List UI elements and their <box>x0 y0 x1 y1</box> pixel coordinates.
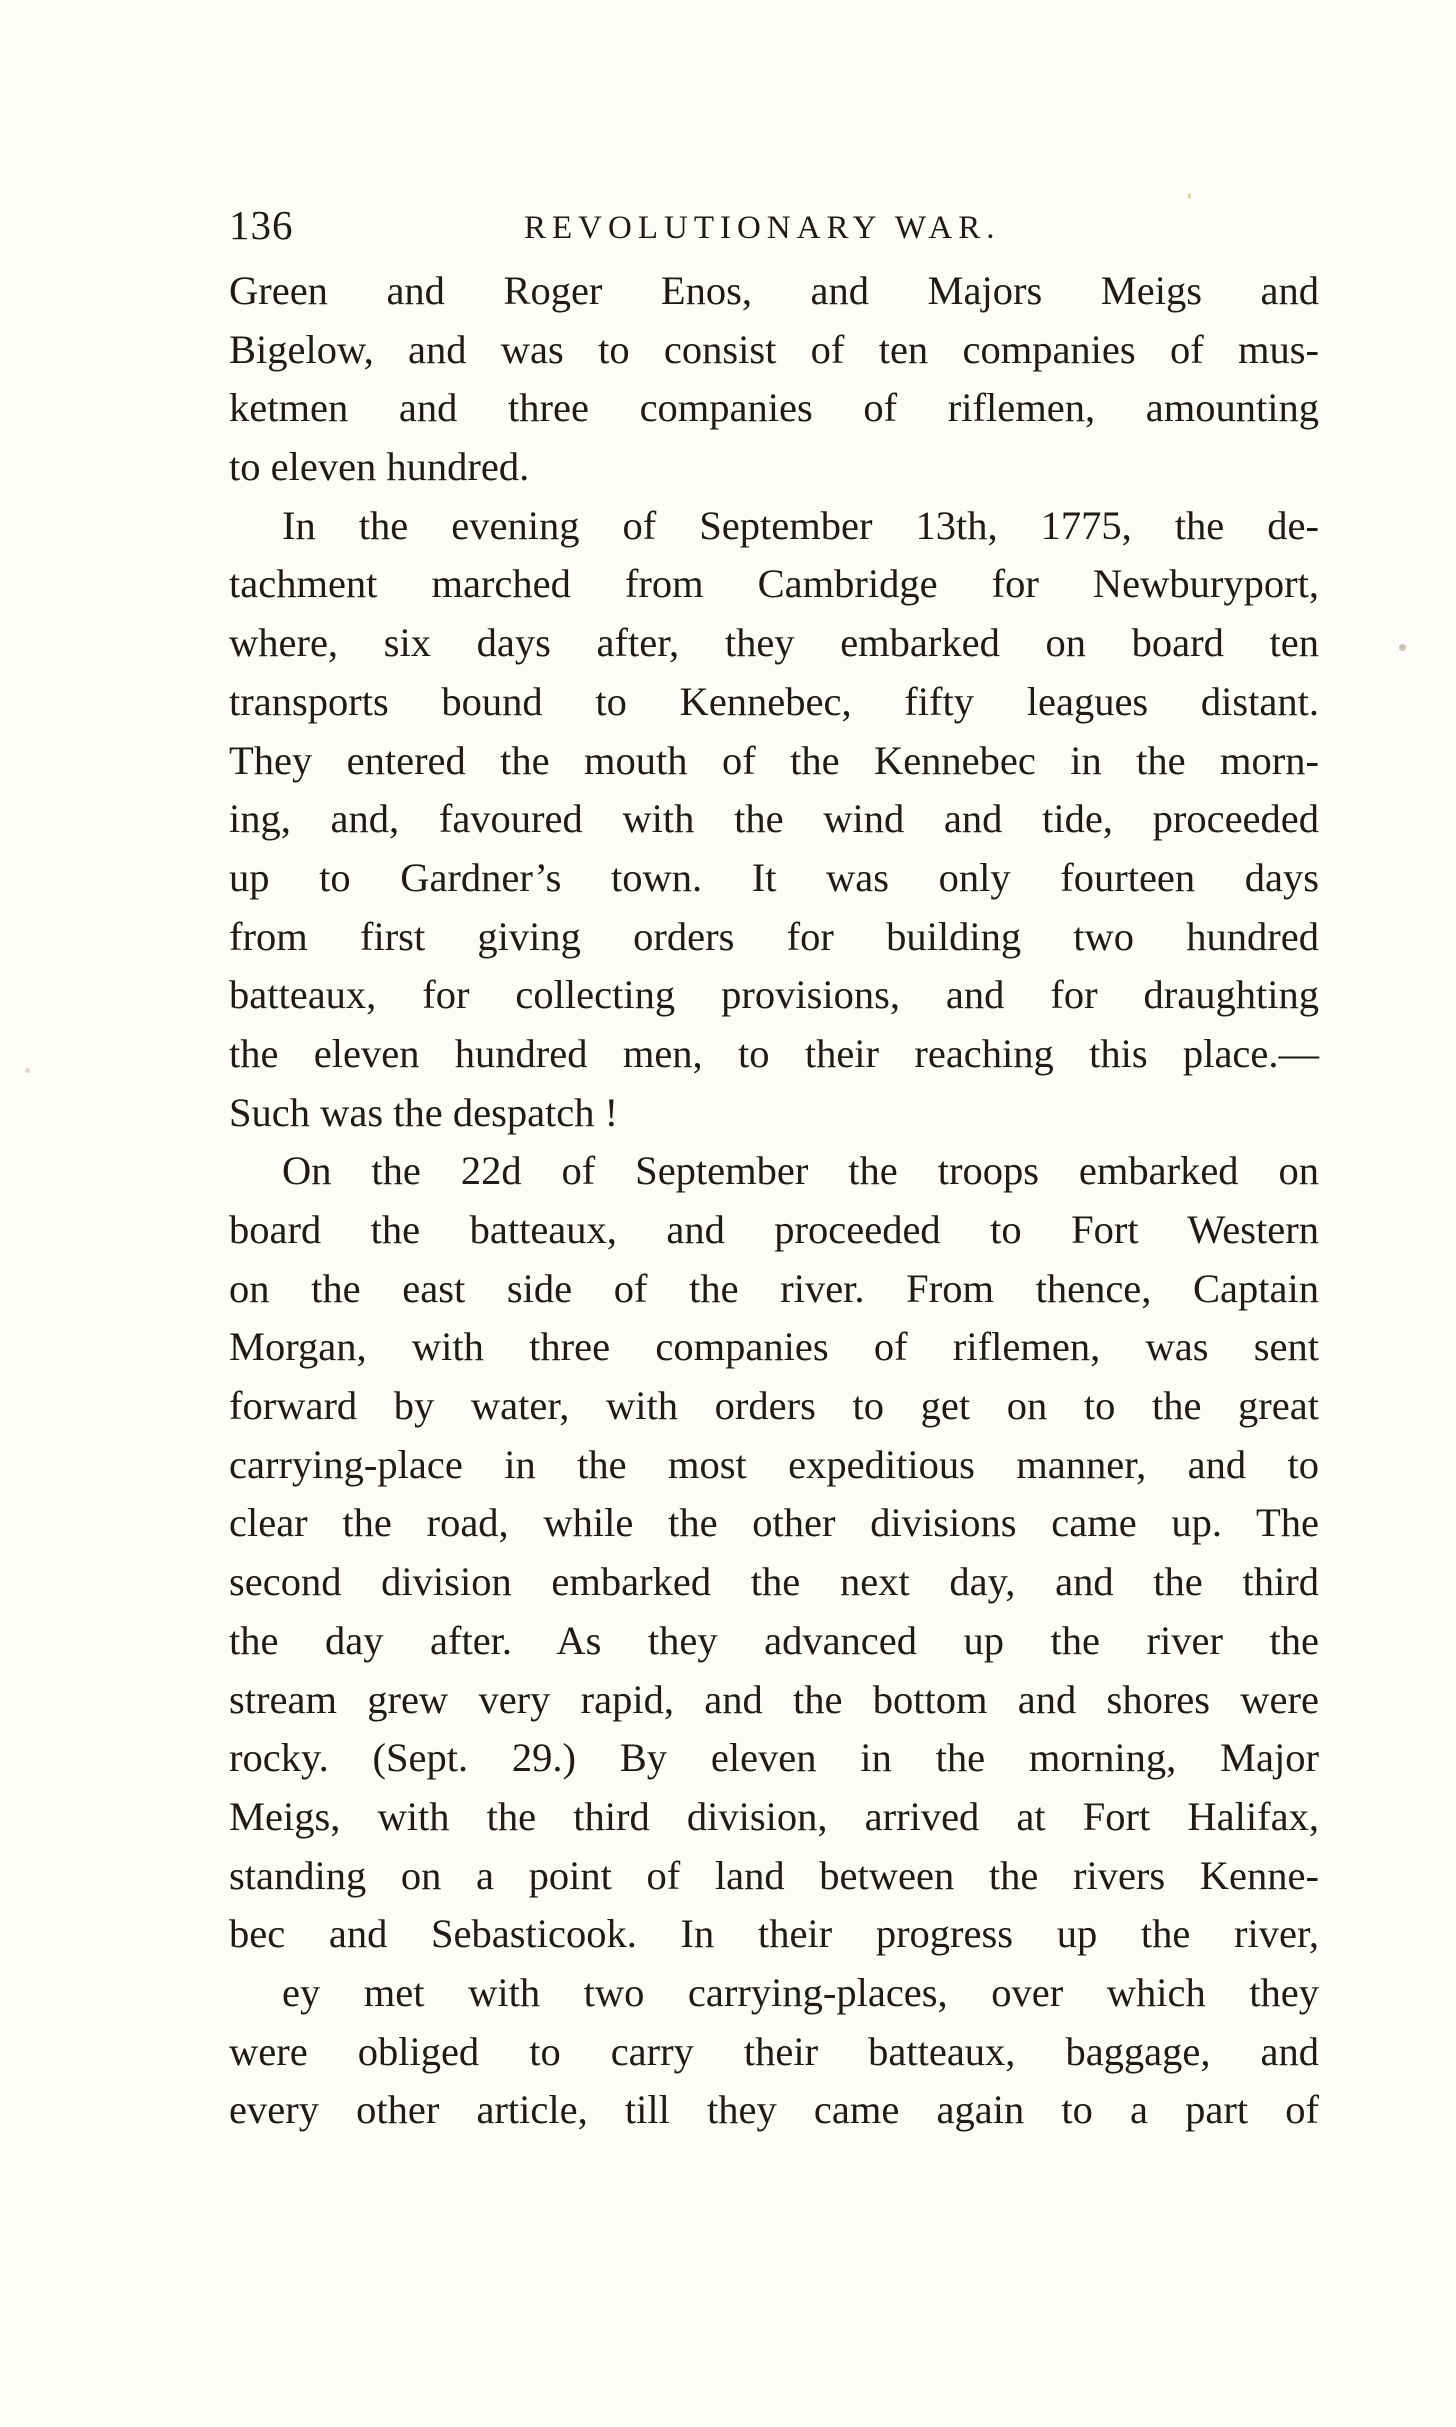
text-line: rocky. (Sept. 29.) By eleven in the morning, Major <box>229 1735 1319 1781</box>
running-title: REVOLUTIONARY WAR. <box>524 210 1001 246</box>
running-head <box>229 195 1319 255</box>
paper-speck <box>25 1068 30 1073</box>
text-line: up to Gardner’s town. It was only fourteen days <box>229 854 1319 900</box>
text-line: to eleven hundred. <box>229 444 530 490</box>
text-line: transports bound to Kennebec, fifty leagues distant. <box>229 678 1319 724</box>
text-line: ing, and, favoured with the wind and tide, proceeded <box>229 796 1319 842</box>
body-text <box>229 262 1319 2140</box>
text-line: clear the road, while the other divisions came up. The <box>229 1500 1319 1546</box>
text-line: from first giving orders for building two hundred <box>229 913 1319 959</box>
text-line: ketmen and three companies of riflemen, amounting <box>229 385 1319 431</box>
text-line: carrying-place in the most expeditious manner, and to <box>229 1441 1319 1487</box>
text-line: Green and Roger Enos, and Majors Meigs and <box>229 268 1319 313</box>
text-line: On the 22d of September the troops embarked on <box>282 1148 1319 1194</box>
text-line: where, six days after, they embarked on board ten <box>229 620 1319 666</box>
text-line: the day after. As they advanced up the river the <box>229 1617 1319 1663</box>
text-line: second division embarked the next day, and the third <box>229 1559 1319 1605</box>
text-line: standing on a point of land between the rivers Kenne- <box>229 1852 1319 1898</box>
text-line: every other article, till they came again to a part of <box>229 2087 1319 2133</box>
paper-speck <box>1399 644 1406 651</box>
text-line: were obliged to carry their batteaux, baggage, and <box>229 2028 1319 2074</box>
paper-speck <box>1188 193 1191 199</box>
text-line: stream grew very rapid, and the bottom and shores were <box>229 1676 1319 1722</box>
text-line: ey met with two carrying-places, over which they <box>282 1969 1319 2015</box>
text-line: They entered the mouth of the Kennebec in the morn- <box>229 737 1319 783</box>
text-line: Meigs, with the third division, arrived at Fort Halifax, <box>229 1793 1319 1839</box>
text-line: forward by water, with orders to get on to the great <box>229 1383 1319 1429</box>
text-line: Such was the despatch ! <box>229 1089 619 1135</box>
text-line: board the batteaux, and proceeded to Fort Western <box>229 1207 1319 1252</box>
text-line: batteaux, for collecting provisions, and for draughting <box>229 972 1319 1018</box>
text-line: the eleven hundred men, to their reaching this place.— <box>229 1030 1319 1076</box>
text-line: bec and Sebasticook. In their progress up the river, <box>229 1911 1319 1957</box>
text-line: Morgan, with three companies of riflemen, was sent <box>229 1324 1319 1370</box>
page-number: 136 <box>229 202 294 248</box>
text-line: In the evening of September 13th, 1775, the de- <box>282 502 1319 548</box>
text-line: tachment marched from Cambridge for Newburyport, <box>229 561 1319 607</box>
text-line: on the east side of the river. From thence, Captain <box>229 1265 1319 1311</box>
text-line: Bigelow, and was to consist of ten companies of mus- <box>229 326 1319 372</box>
